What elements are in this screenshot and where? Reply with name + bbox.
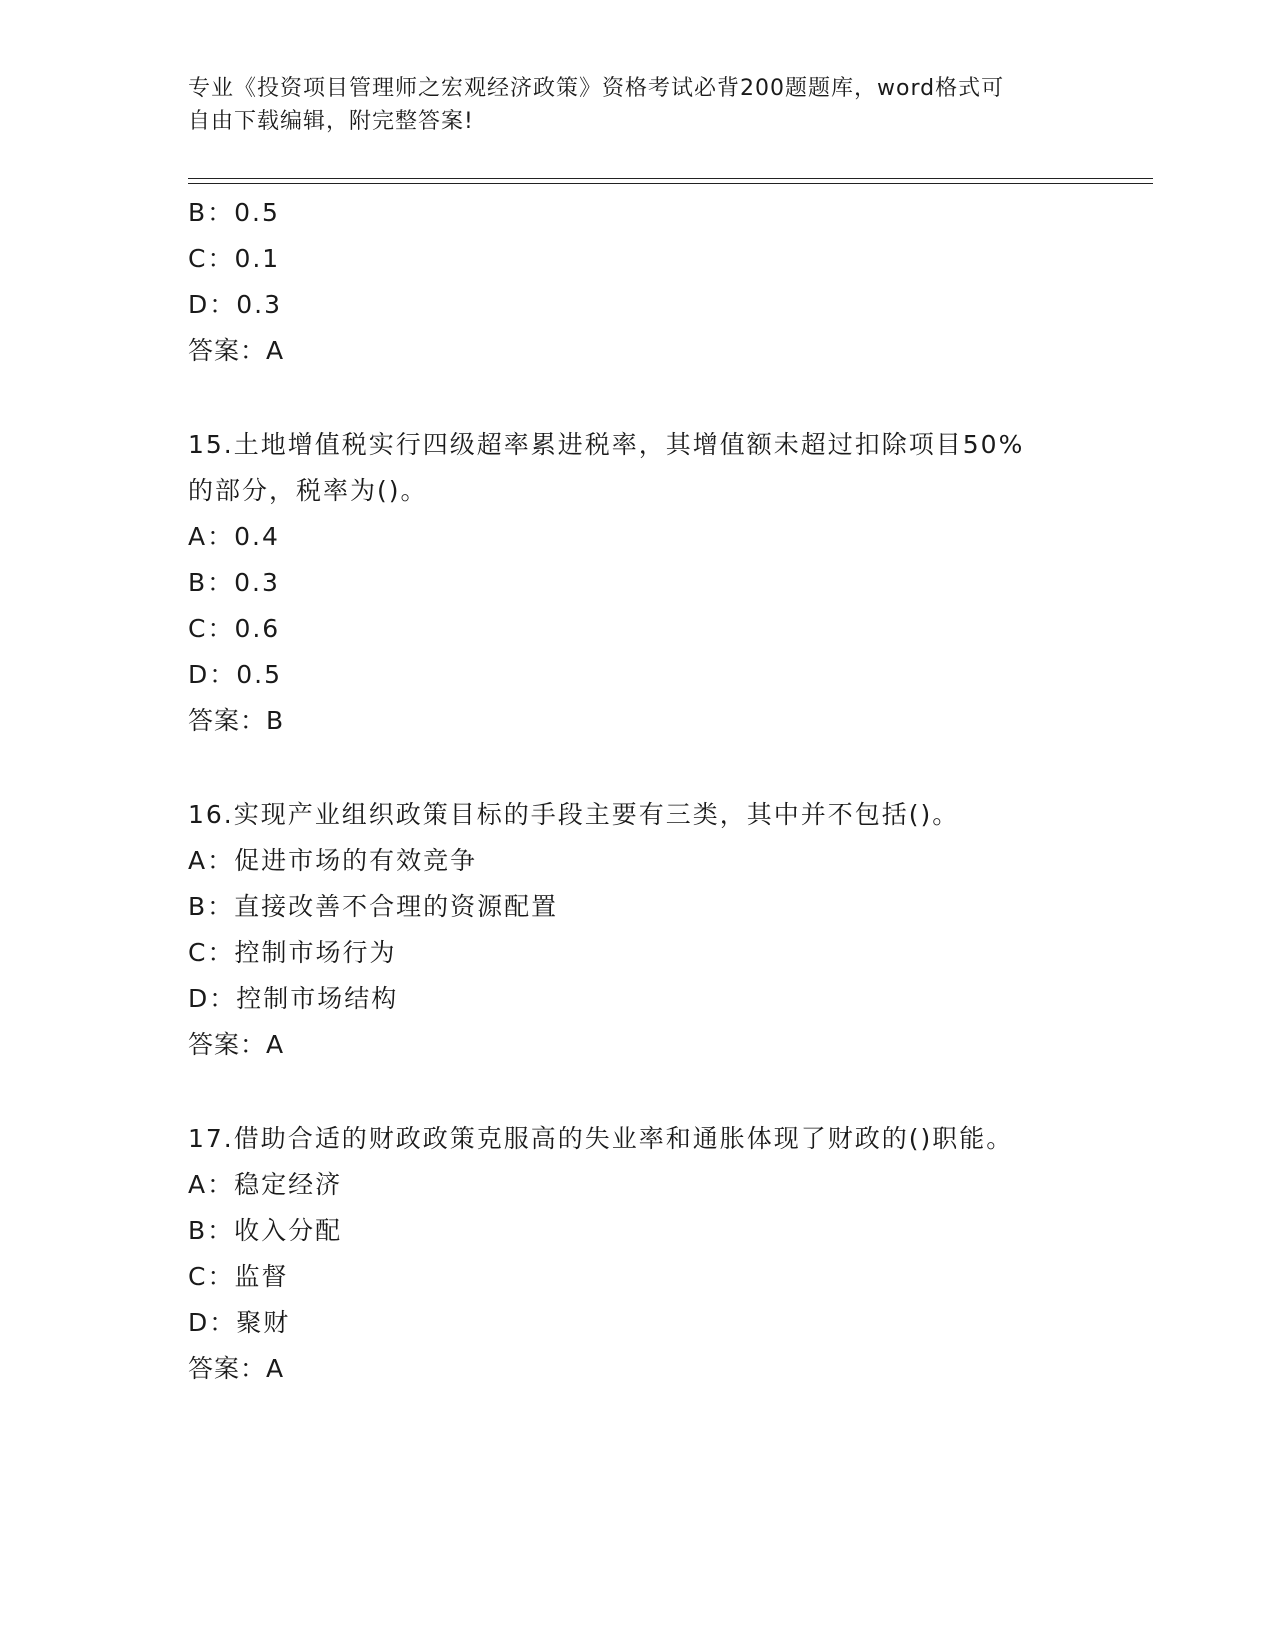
option-a: A：稳定经济 (188, 1170, 343, 1199)
question-text: 16.实现产业组织政策目标的手段主要有三类，其中并不包括()。 (188, 800, 960, 829)
answer-line: 答案：A (188, 1030, 285, 1059)
question-16 (188, 792, 1088, 1068)
question-text-continued: 的部分，税率为()。 (188, 476, 428, 505)
question-15 (188, 422, 1088, 744)
question-14-continued (188, 190, 1088, 374)
question-17 (188, 1116, 1088, 1392)
header-divider-bottom (188, 183, 1153, 184)
header-line-1: 专业《投资项目管理师之宏观经济政策》资格考试必背200题题库，word格式可 (188, 76, 1005, 101)
option-a: A：0.4 (188, 522, 280, 551)
option-d: D：控制市场结构 (188, 984, 399, 1013)
option-b: B：0.5 (188, 198, 280, 227)
option-c: C：0.6 (188, 614, 281, 643)
option-b: B：直接改善不合理的资源配置 (188, 892, 559, 921)
option-d: D：聚财 (188, 1308, 291, 1337)
option-d: D：0.5 (188, 660, 283, 689)
document-header (188, 72, 1068, 138)
question-text: 15.土地增值税实行四级超率累进税率，其增值额未超过扣除项目50% (188, 430, 1025, 459)
option-c: C：0.1 (188, 244, 281, 273)
question-text: 17.借助合适的财政政策克服高的失业率和通胀体现了财政的()职能。 (188, 1124, 1014, 1153)
option-a: A：促进市场的有效竞争 (188, 846, 478, 875)
spacer (188, 374, 1088, 422)
option-d: D：0.3 (188, 290, 283, 319)
header-divider-top (188, 178, 1153, 179)
option-c: C：控制市场行为 (188, 938, 397, 967)
option-b: B：0.3 (188, 568, 280, 597)
answer-line: 答案：A (188, 336, 285, 365)
answer-line: 答案：A (188, 1354, 285, 1383)
answer-line: 答案：B (188, 706, 285, 735)
document-body (188, 190, 1088, 1392)
option-b: B：收入分配 (188, 1216, 343, 1245)
spacer (188, 1068, 1088, 1116)
header-line-2: 自由下载编辑，附完整答案! (188, 109, 474, 134)
spacer (188, 744, 1088, 792)
option-c: C：监督 (188, 1262, 289, 1291)
